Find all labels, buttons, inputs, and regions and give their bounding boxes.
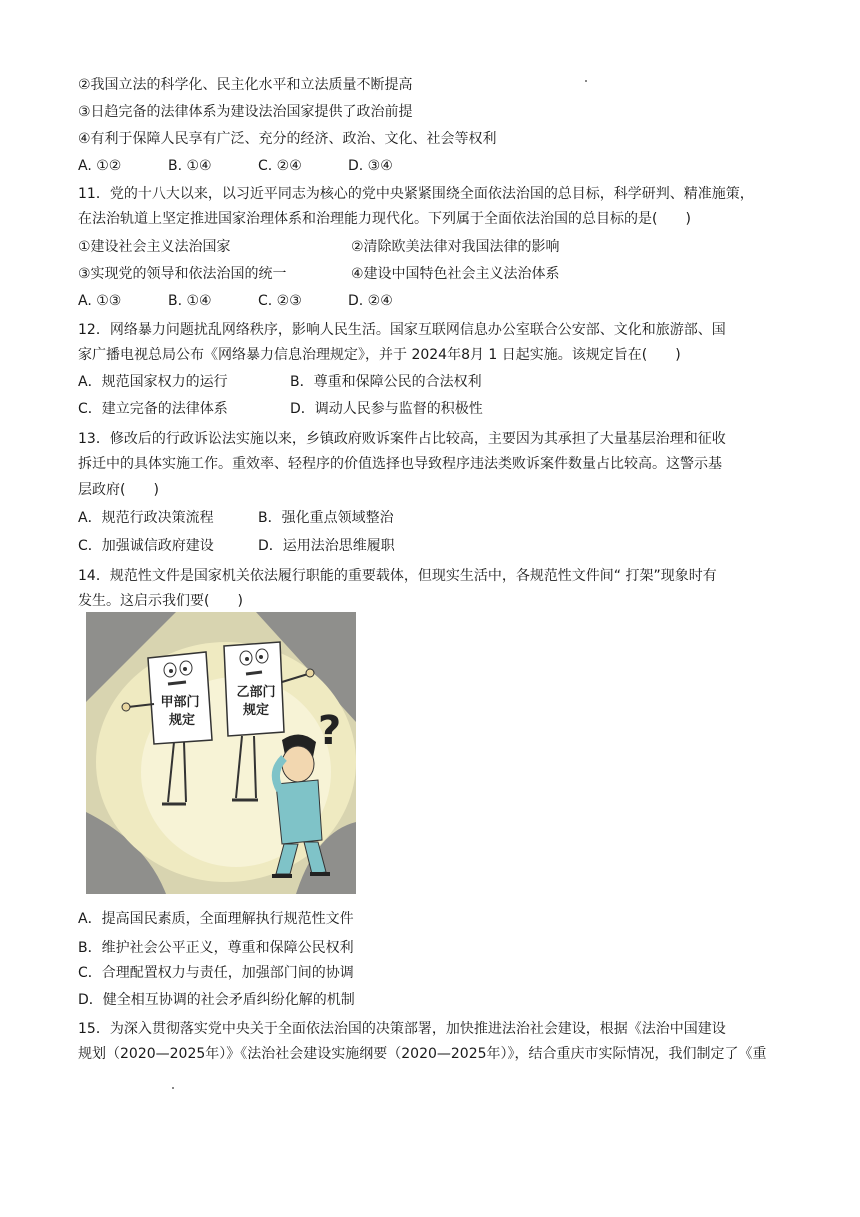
- doc-right-line-1: 乙部门: [236, 685, 276, 700]
- q15-stem-line-1: 15．为深入贯彻落实党中央关于全面依法治国的决策部署，加快推进法治社会建设，根据《法治中国建设: [78, 1021, 726, 1037]
- q13-stem-line-1: 13．修改后的行政诉讼法实施以来，乡镇政府败诉案件占比较高，主要因为其承担了大量基层治理和征收: [78, 431, 726, 447]
- q10-option-a: A. ①②: [78, 158, 122, 174]
- q14-stem-line-1: 14．规范性文件是国家机关依法履行职能的重要载体，但现实生活中，各规范性文件间“ 打架”现象时有: [78, 568, 717, 584]
- q10-statement-4: ④有利于保障人民享有广泛、充分的经济、政治、文化、社会等权利: [78, 131, 497, 147]
- q15-stem-line-2: 规划（2020—2025年）》《法治社会建设实施纲要（2020—2025年）》，结合重庆市实际情况，我们制定了《重: [78, 1046, 767, 1062]
- q13-stem-line-3: 层政府( ): [78, 482, 159, 498]
- doc-left-line-1: 甲部门: [160, 695, 200, 710]
- q13-option-d: D．运用法治思维履职: [258, 538, 395, 554]
- q11-option-a: A. ①③: [78, 293, 122, 309]
- doc-right-line-2: 规定: [242, 703, 270, 718]
- q10-option-d: D. ③④: [348, 158, 393, 174]
- q10-option-b: B. ①④: [168, 158, 212, 174]
- q11-stem-line-1: 11．党的十八大以来，以习近平同志为核心的党中央紧紧围绕全面依法治国的总目标，科学研判、精准施策，: [78, 186, 754, 202]
- doc-left-line-2: 规定: [168, 713, 196, 728]
- q10-option-c: C. ②④: [258, 158, 302, 174]
- q11-option-c: C. ②③: [258, 293, 302, 309]
- q12-option-d: D．调动人民参与监督的积极性: [290, 401, 483, 417]
- q13-option-b: B．强化重点领域整治: [258, 510, 394, 526]
- q11-option-d: D. ②④: [348, 293, 393, 309]
- q12-option-c: C．建立完备的法律体系: [78, 401, 228, 417]
- q13-stem-line-2: 拆迁中的具体实施工作。重效率、轻程序的价值选择也导致程序违法类败诉案件数量占比较高。这警示基: [78, 456, 722, 472]
- q14-stem-line-2: 发生。这启示我们要( ): [78, 593, 243, 609]
- q14-option-a: A．提高国民素质，全面理解执行规范性文件: [78, 911, 354, 927]
- q11-item-1: ①建设社会主义法治国家: [78, 239, 231, 255]
- question-mark: ?: [318, 708, 342, 754]
- q14-option-d: D．健全相互协调的社会矛盾纠纷化解的机制: [78, 992, 355, 1008]
- q12-option-b: B．尊重和保障公民的合法权利: [290, 374, 482, 390]
- q14-cartoon-image: [86, 612, 356, 894]
- q11-stem-line-2: 在法治轨道上坚定推进国家治理体系和治理能力现代化。下列属于全面依法治国的总目标的是( ): [78, 211, 691, 227]
- q14-option-c: C．合理配置权力与责任，加强部门间的协调: [78, 965, 354, 981]
- stray-mark: [172, 1087, 174, 1089]
- q13-option-a: A．规范行政决策流程: [78, 510, 214, 526]
- q13-option-c: C．加强诚信政府建设: [78, 538, 214, 554]
- q10-statement-3: ③日趋完备的法律体系为建设法治国家提供了政治前提: [78, 104, 413, 120]
- q10-statement-2: ②我国立法的科学化、民主化水平和立法质量不断提高: [78, 77, 413, 93]
- q14-option-b: B．维护社会公平正义，尊重和保障公民权利: [78, 940, 354, 956]
- q11-item-2: ②清除欧美法律对我国法律的影响: [351, 239, 560, 255]
- q11-option-b: B. ①④: [168, 293, 212, 309]
- q12-option-a: A．规范国家权力的运行: [78, 374, 228, 390]
- q11-item-3: ③实现党的领导和依法治国的统一: [78, 266, 287, 282]
- stray-mark: [585, 80, 587, 82]
- q11-item-4: ④建设中国特色社会主义法治体系: [351, 266, 560, 282]
- q12-stem-line-1: 12．网络暴力问题扰乱网络秩序，影响人民生活。国家互联网信息办公室联合公安部、文化和旅游部、国: [78, 322, 726, 338]
- q12-stem-line-2: 家广播电视总局公布《网络暴力信息治理规定》，并于 2024年8月 1 日起实施。该规定旨在( ): [78, 347, 681, 363]
